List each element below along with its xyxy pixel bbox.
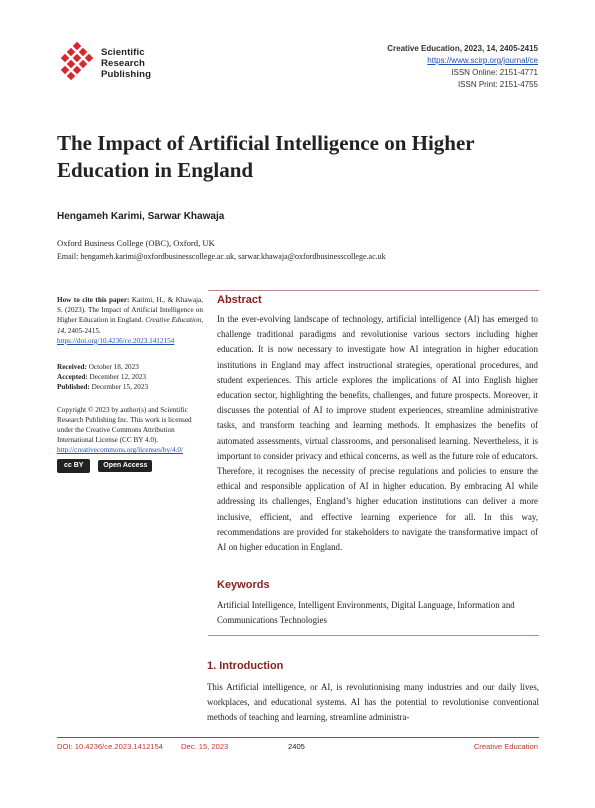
affiliation: Oxford Business College (OBC), Oxford, UK bbox=[57, 238, 215, 248]
keywords-bottom-rule bbox=[208, 635, 539, 636]
journal-citation: Creative Education, 2023, 14, 2405-2415 bbox=[387, 44, 538, 53]
open-access-badge[interactable]: Open Access bbox=[98, 460, 152, 472]
license-badges bbox=[57, 459, 203, 473]
logo-line-2: Research bbox=[101, 58, 145, 69]
received-date: October 18, 2023 bbox=[88, 363, 139, 372]
cite-journal: Creative Education, 14, bbox=[57, 316, 204, 335]
logo-line-1: Scientific bbox=[101, 47, 145, 58]
scirp-diamond-icon bbox=[57, 42, 97, 82]
footer-doi: DOI: 10.4236/ce.2023.1412154 bbox=[57, 742, 163, 751]
citation-block bbox=[57, 295, 203, 346]
doi-link[interactable]: https://doi.org/10.4236/ce.2023.1412154 bbox=[57, 336, 175, 345]
published-label: Published: bbox=[57, 383, 90, 392]
email: Email: hengameh.karimi@oxfordbusinesscollege.ac.uk, sarwar.khawaja@oxfordbusinesscollege.ac.uk bbox=[57, 252, 386, 261]
copyright-text: Copyright © 2023 by author(s) and Scientific Research Publishing Inc. This work is licensed under the Creative Commons Attribution International License (CC BY 4.0). bbox=[57, 405, 192, 445]
abstract-heading: Abstract bbox=[217, 294, 262, 306]
footer-date: Dec. 15, 2023 bbox=[181, 742, 229, 751]
footer-page-number: 2405 bbox=[288, 742, 305, 751]
license-link[interactable]: http://creativecommons.org/licenses/by/4.0/ bbox=[57, 446, 184, 455]
introduction-text: This Artificial intelligence, or AI, is revolutionising many industries and our daily lives, workplaces, and educational systems. AI has the potential to revolutionise conventional methods of teaching and learning, streamline administra- bbox=[207, 682, 539, 723]
footer-journal: Creative Education bbox=[473, 742, 538, 751]
issn-online: ISSN Online: 2151-4771 bbox=[451, 68, 538, 77]
cc-by-badge[interactable]: cc BY bbox=[57, 459, 90, 473]
cite-text: Karimi, H., & Khawaja, S. (2023). The Impact of Artificial Intelligence on Higher Education in England. bbox=[57, 296, 204, 325]
cite-label: How to cite this paper: bbox=[57, 296, 130, 304]
issn-print: ISSN Print: 2151-4755 bbox=[457, 80, 538, 89]
publisher-logo bbox=[57, 42, 157, 82]
affiliation-block bbox=[57, 237, 386, 263]
footer-rule bbox=[57, 737, 539, 738]
abstract-text: In the ever-evolving landscape of technology, artificial intelligence (AI) has emerged to challenge traditional paradigms and revolutionise various sectors including higher education. It is now necessary to investigate how AI integration in higher education institutions in England may affect instructional strategies, operational procedures, and student experiences. This article explores the implications of AI into English higher education sector, highlighting the benefits, challenges, and future prospects. Moreover, it discusses the potential of AI to improve student experiences, streamline administrative tasks, and transform teaching and learning methods. It emphasizes the benefits of automated assessments, virtual classrooms, and personalised learning. Nevertheless, it is important to consider privacy and ethical concerns, as well as the future role of educators. Therefore, it recognises the necessity of precise regulations and policies to ensure the ethical and responsible application of AI in higher education. By embracing AI while addressing its challenges, England’s higher education institutions can deliver a more inclusive, efficient, and effective learning experience for all. In this way, recommendations are provided for stakeholders to navigate the transformative impact of AI on higher education in England. bbox=[217, 314, 538, 553]
keywords-heading: Keywords bbox=[217, 579, 270, 591]
article-title bbox=[57, 130, 547, 184]
accepted-label: Accepted: bbox=[57, 373, 88, 382]
cite-pages: 2405-2415. bbox=[67, 326, 101, 335]
title-line-2: Education in England bbox=[57, 158, 254, 182]
introduction-heading: 1. Introduction bbox=[207, 660, 284, 672]
accepted-date: December 12, 2023 bbox=[89, 373, 147, 382]
abstract-top-rule bbox=[208, 290, 539, 291]
keywords-text: Artificial Intelligence, Intelligent Environments, Digital Language, Information and Communications Technologies bbox=[217, 600, 515, 626]
title-line-1: The Impact of Artificial Intelligence on Higher bbox=[57, 131, 475, 155]
article-sidebar bbox=[57, 295, 203, 473]
authors: Hengameh Karimi, Sarwar Khawaja bbox=[57, 211, 225, 222]
journal-url-link[interactable]: https://www.scirp.org/journal/ce bbox=[427, 56, 538, 65]
received-label: Received: bbox=[57, 363, 87, 372]
journal-header bbox=[387, 43, 538, 91]
dates-block bbox=[57, 362, 203, 393]
published-date: December 15, 2023 bbox=[91, 383, 149, 392]
logo-line-3: Publishing bbox=[101, 69, 152, 80]
